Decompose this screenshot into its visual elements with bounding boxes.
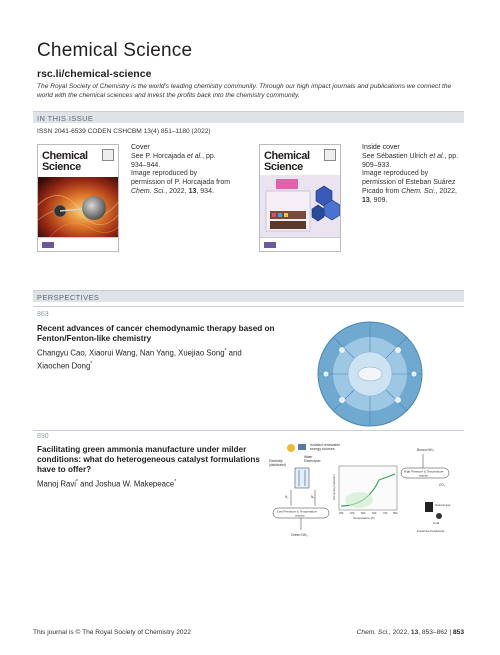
perspectives-header: [33, 290, 464, 302]
inside-cover-image[interactable]: [259, 144, 341, 252]
coal-icon: [436, 513, 442, 519]
front-cover-year: , 2022,: [165, 187, 189, 195]
natural-gas-icon: [425, 502, 433, 512]
label-n2: N₂: [311, 495, 315, 499]
inside-cover-caption: [362, 144, 462, 206]
corresponding-mark: *: [174, 479, 177, 485]
corresponding-mark: *: [224, 348, 227, 354]
front-cover-title-line1: Chemical: [42, 150, 88, 162]
footer-page-number: 853: [452, 629, 464, 636]
label-electrolyser: Electrolyser: [304, 459, 321, 463]
label-ylabel: Ammonia production: [332, 474, 336, 500]
footer-volume: 13: [410, 629, 419, 636]
label-energy: energy sources: [310, 447, 335, 451]
sun-icon: [287, 444, 295, 452]
inset-plot-region: [345, 492, 373, 508]
x-tick: 300: [339, 512, 344, 515]
inside-cover-footer: [260, 237, 340, 251]
perspectives-heading: PERSPECTIVES: [37, 292, 100, 302]
article-authors-part1: Changyu Cao, Xiaorui Wang, Nan Yang, Xuejiao Song: [37, 348, 225, 358]
x-tick: 700: [383, 512, 388, 515]
chemodynamic-therapy-graphic: [302, 320, 438, 428]
article-divider: [33, 430, 464, 431]
inside-cover-journal: Chem. Sci.: [401, 187, 436, 195]
front-cover-see: See P. Horcajada: [131, 152, 187, 160]
inside-cover-page: , 909.: [369, 196, 388, 204]
front-cover-title-line2: Science: [42, 161, 81, 173]
inside-cover-title-line1: Chemical: [264, 150, 310, 162]
footer-year: , 2022,: [388, 629, 411, 636]
label-coal: Coal: [433, 521, 440, 525]
front-cover-journal: Chem. Sci.: [131, 187, 166, 195]
in-this-issue-heading: IN THIS ISSUE: [37, 113, 94, 123]
front-cover-label: Cover: [131, 144, 150, 151]
label-h2: H₂: [285, 495, 289, 499]
footer-citation: [357, 629, 464, 636]
x-tick: 600: [372, 512, 377, 515]
article-authors-part1: Manoj Ravi: [37, 479, 76, 489]
inside-cover-etal: et al.: [429, 152, 445, 160]
label-co2: CO₂: [439, 483, 446, 487]
journal-url[interactable]: rsc.li/chemical-science: [37, 68, 152, 80]
in-this-issue-header: [33, 111, 464, 123]
inside-cover-volume: 13: [362, 196, 370, 204]
label-reactor2: reactor: [419, 473, 429, 478]
article-authors: [37, 477, 267, 490]
label-reactor: reactor: [295, 513, 305, 518]
electrolyser-tank: [295, 468, 309, 488]
journal-intro: The Royal Society of Chemistry is the world's leading chemistry community. Through our high impact journals and publications we connect the world with the chemical sciences and invest the profits back into the chemistry community.: [37, 83, 452, 99]
footer-copyright: This journal is © The Royal Society of Chemistry 2022: [33, 629, 191, 636]
x-tick: 800: [393, 512, 398, 515]
article-authors-part2: and Xiaochen Dong: [37, 348, 242, 371]
front-cover-logo-text: [42, 151, 88, 173]
front-cover-page: , 934.: [196, 187, 214, 195]
corresponding-mark: *: [76, 479, 78, 485]
label-low-pressure: Low Pressure & Temperature: [277, 509, 318, 514]
solar-panel-icon: [298, 444, 306, 450]
front-cover-etal: et al.: [186, 152, 203, 160]
article-title[interactable]: Recent advances of cancer chemodynamic therapy based on Fenton/Fenton-like chemistry: [37, 324, 275, 344]
label-demand: (distributed): [269, 463, 286, 467]
front-cover-footer: [38, 237, 118, 251]
front-cover-credit: Image reproduced by permission of P. Horcajada from: [131, 170, 231, 187]
x-tick: 400: [350, 512, 355, 515]
issn-line: ISSN 2041-6539 CODEN CSHCBM 13(4) 851–1180 (2022): [37, 128, 211, 135]
inside-cover-label: Inside cover: [362, 144, 400, 151]
label-fossil: Fossil fuel feedstock: [417, 529, 445, 533]
footer-journal: Chem. Sci.: [356, 629, 389, 636]
article-divider: [33, 306, 464, 307]
front-cover-caption: [131, 144, 231, 197]
front-cover-pages: , pp. 934–944.: [131, 152, 216, 169]
article-page-number: 890: [37, 433, 49, 440]
label-green-nh3: Green NH₃: [291, 533, 308, 537]
label-high-pressure: High Pressure & Temperature: [404, 469, 444, 474]
inside-cover-credit: Image reproduced by permission of Esteban Suárez Picado from: [362, 170, 456, 195]
article-authors-part2: and Joshua W. Makepeace: [77, 479, 175, 489]
article-page-number: 863: [37, 311, 49, 318]
label-water: Water: [304, 455, 313, 459]
inside-cover-year: , 2022,: [435, 187, 457, 195]
label-isolated: Isolated renewable: [310, 443, 341, 447]
x-tick: 500: [361, 512, 366, 515]
rsc-logo-icon: [264, 242, 276, 248]
inside-cover-badge-icon: [324, 149, 336, 161]
corresponding-mark: *: [90, 360, 93, 367]
inside-cover-title-line2: Science: [264, 161, 303, 173]
label-electricity: Electricity: [269, 459, 283, 463]
front-cover-image[interactable]: [37, 144, 119, 252]
article-title[interactable]: Facilitating green ammonia manufacture under milder conditions: what do heterogeneous catalyst formulations have to offer?: [37, 445, 260, 475]
journal-title: Chemical Science: [37, 40, 193, 61]
label-natural-gas: Natural gas: [435, 503, 451, 507]
footer-pages: , 853–862 |: [418, 629, 453, 636]
front-cover-volume: 13: [188, 187, 197, 195]
article-authors: [37, 346, 267, 371]
front-cover-badge-icon: [102, 149, 114, 161]
rsc-logo-icon: [42, 242, 54, 248]
inside-cover-logo-text: [264, 151, 310, 173]
inside-cover-pages: , pp. 909–933.: [362, 152, 459, 169]
green-ammonia-graphic: [267, 440, 463, 542]
label-xlabel: Temperature (K): [353, 516, 375, 520]
label-brown-nh3: Brown NH₃: [417, 448, 434, 452]
inside-cover-see: See Sébastien Ulrich: [362, 152, 430, 160]
